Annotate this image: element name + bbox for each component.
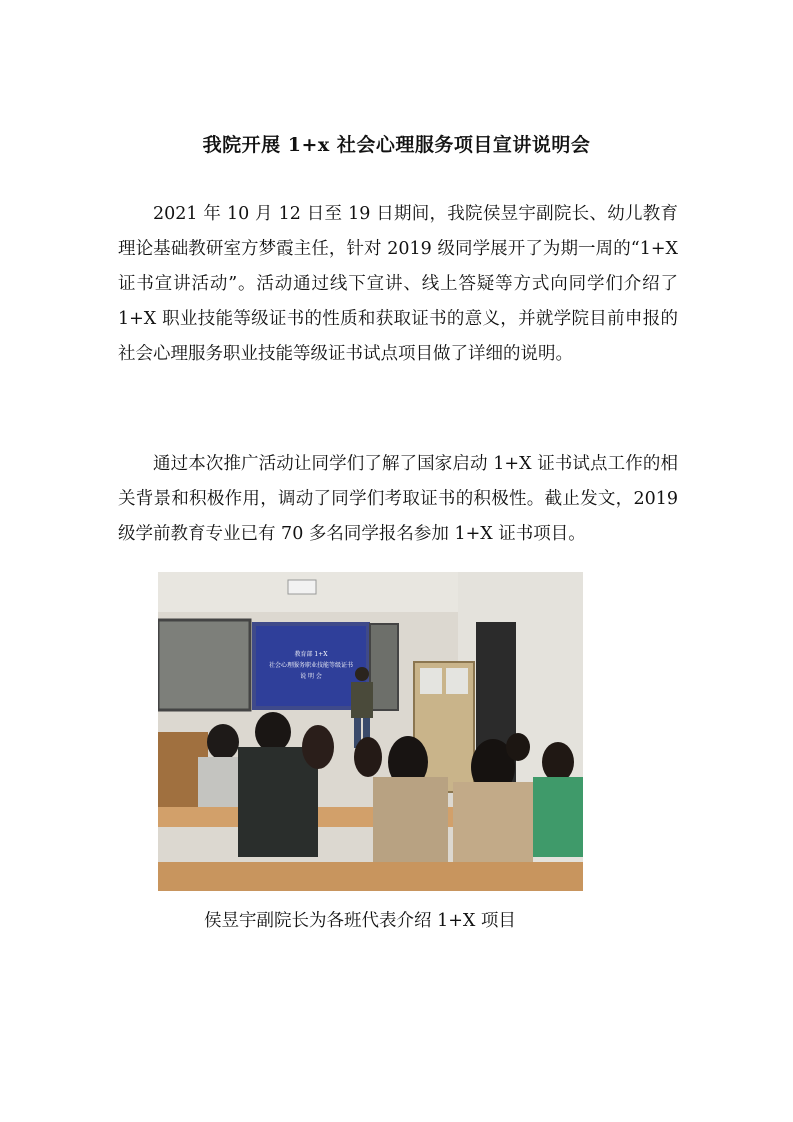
photo-caption: 侯昱宇副院长为各班代表介绍 1+X 项目 xyxy=(204,911,516,931)
slide-line-1: 教育部 1+X xyxy=(294,651,328,658)
slide-line-3: 说 明 会 xyxy=(300,673,322,680)
classroom-photo xyxy=(158,572,583,891)
document-title: 我院开展 1+x 社会心理服务项目宣讲说明会 xyxy=(202,134,591,156)
slide-line-2: 社会心理服务职业技能等级证书 xyxy=(268,662,354,669)
paragraph-2: 通过本次推广活动让同学们了解了国家启动 1+X 证书试点工作的相关背景和积极作用，调动了同学们考取证书的积极性。截止发文，2019 级学前教育专业已有 70 多名同学报名参加 1+X 证书项目。 xyxy=(118,454,678,544)
paragraph-1: 2021 年 10 月 12 日至 19 日期间，我院侯昱宇副院长、幼儿教育理论基础教研室方梦霞主任，针对 2019 级同学展开了为期一周的“1+X 证书宣讲活动”。活动通过线下宣讲、线上答疑等方式向同学们介绍了 1+X 职业技能等级证书的性质和获取证书的意义，并就学院目前申报的社会心理服务职业技能等级证书试点项目做了详细的说明。 xyxy=(118,204,678,364)
